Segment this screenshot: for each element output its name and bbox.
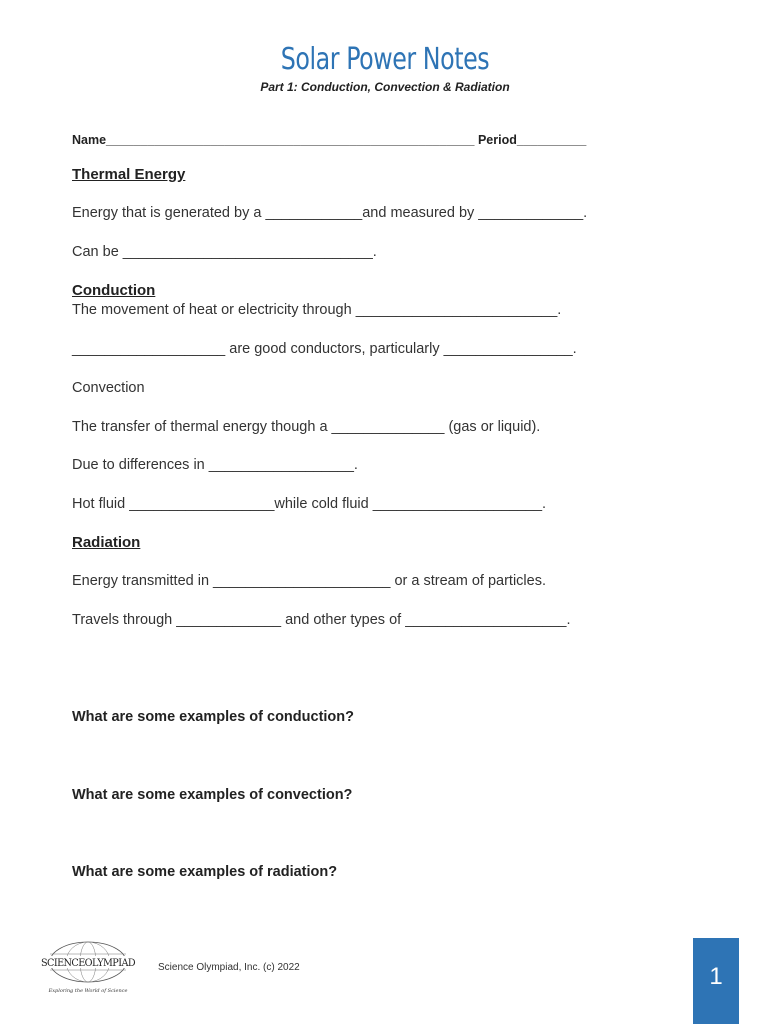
thermal-energy-heading: Thermal Energy [72, 166, 186, 183]
question-convection: What are some examples of convection? [72, 787, 353, 803]
science-olympiad-logo [38, 940, 138, 996]
radiation-line-1: Energy transmitted in ______________________ or a stream of particles. [72, 573, 546, 589]
footer-copyright: Science Olympiad, Inc. (c) 2022 [158, 962, 300, 973]
page-number: 1 [709, 963, 723, 990]
radiation-line-2: Travels through _____________ and other types of ____________________. [72, 612, 571, 628]
document-title: Solar Power Notes [280, 42, 490, 77]
svg-text:Exploring the World of Science: Exploring the World of Science [48, 988, 128, 994]
svg-text:SCIENCEOLYMPIAD: SCIENCEOLYMPIAD [41, 958, 136, 969]
convection-heading: Convection [72, 380, 145, 396]
convection-line-3: Hot fluid __________________while cold fluid _____________________. [72, 496, 547, 512]
page-number-box [693, 938, 739, 1024]
question-conduction: What are some examples of conduction? [72, 709, 354, 725]
thermal-line-2: Can be _______________________________. [72, 244, 377, 260]
convection-line-2: Due to differences in __________________. [72, 457, 358, 473]
thermal-line-1: Energy that is generated by a ____________and measured by _____________. [72, 205, 588, 221]
question-radiation: What are some examples of radiation? [72, 864, 338, 880]
convection-line-1: The transfer of thermal energy though a ______________ (gas or liquid). [72, 419, 541, 435]
document-subtitle: Part 1: Conduction, Convection & Radiation [260, 80, 510, 94]
name-period-line: Name_____________________________________________________ Period__________ [72, 133, 587, 147]
conduction-heading: Conduction [72, 282, 156, 299]
radiation-heading: Radiation [72, 534, 141, 551]
conduction-line-1: The movement of heat or electricity through _________________________. [72, 302, 562, 318]
conduction-line-2: ___________________ are good conductors, particularly ________________. [72, 341, 577, 357]
